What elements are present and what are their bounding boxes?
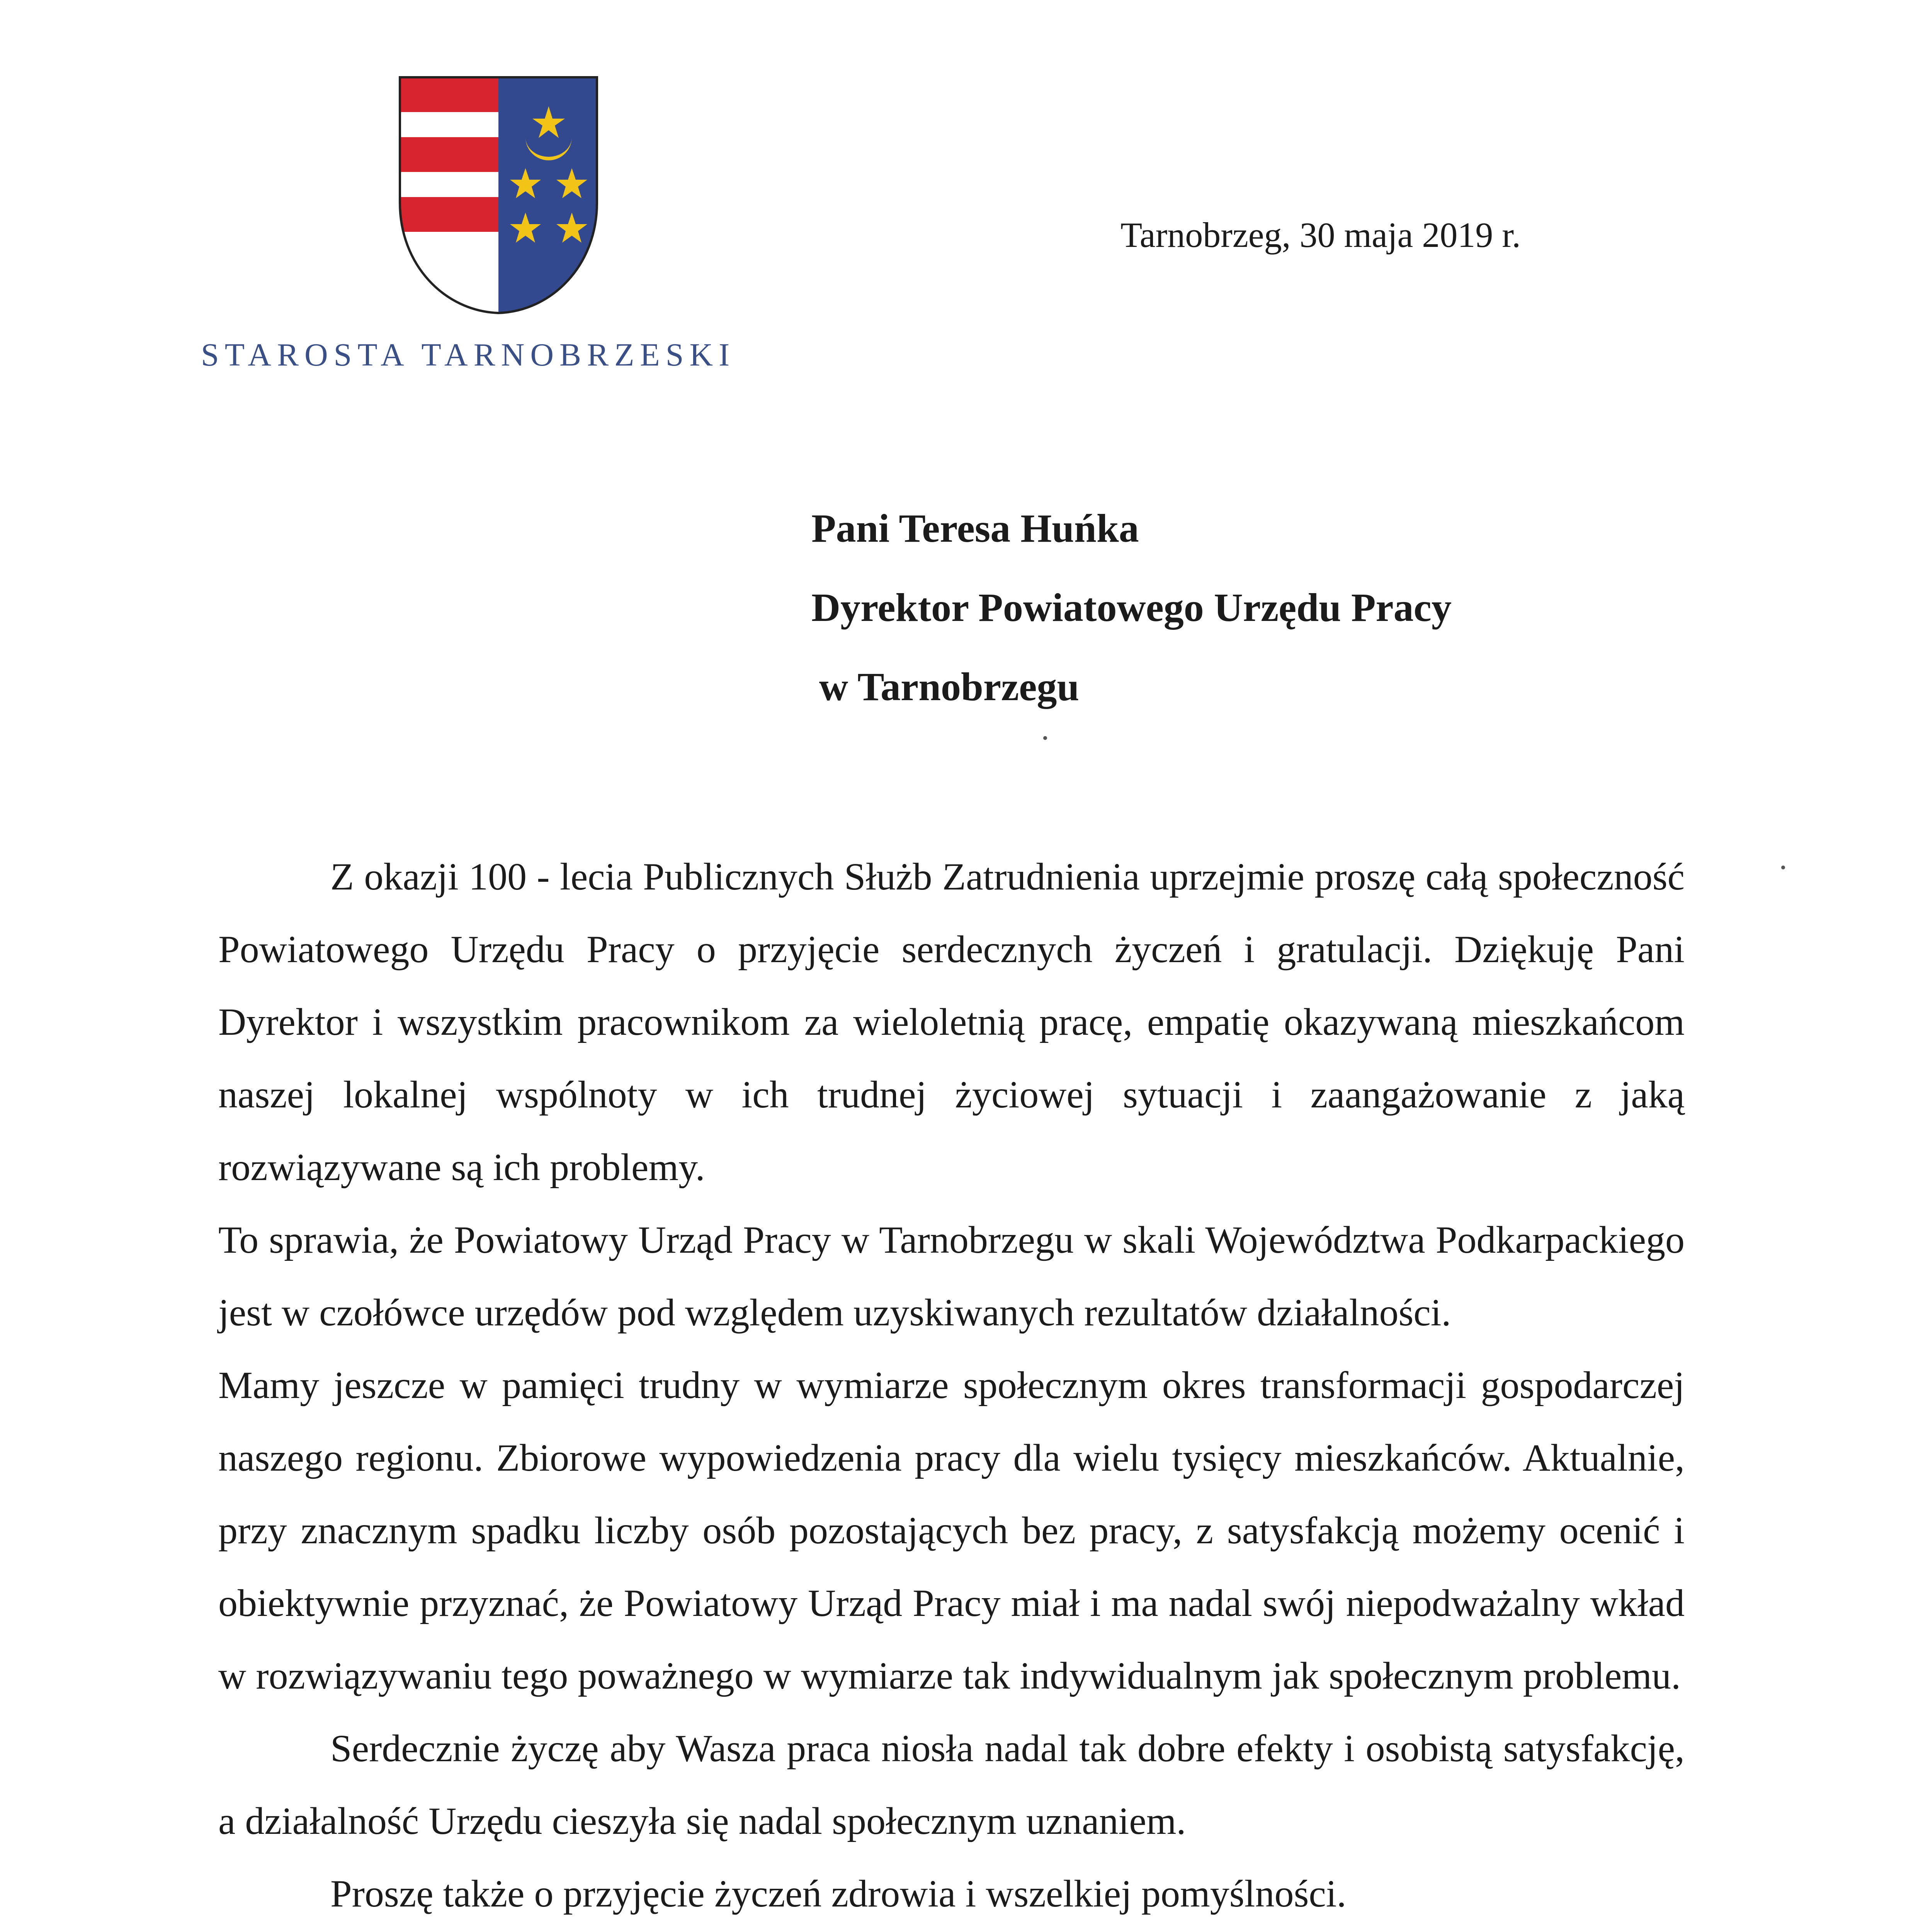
paragraph-2: To sprawia, że Powiatowy Urząd Pracy w Tarnobrzegu w skali Województwa Podkarpackiego jest w czołówce urzędów pod względem uzyskiwanych rezultatów działalności. (218, 1218, 1685, 1334)
letter-date: Tarnobrzeg, 30 maja 2019 r. (1120, 215, 1521, 255)
paragraph-5: Proszę także o przyjęcie życzeń zdrowia i wszelkiej pomyślności. (330, 1872, 1347, 1915)
paragraph-3: Mamy jeszcze w pamięci trudny w wymiarze społecznym okres transformacji gospodarczej naszego regionu. Zbiorowe wypowiedzenia pracy dla wielu tysięcy mieszkańców. Aktualnie, przy znacznym spadku liczby osób pozostających bez pracy, z satysfakcją możemy ocenić i obiektywnie przyznać, że Powiatowy Urząd Pracy miał i ma nadal swój niepodważalny wkład w rozwiązywaniu tego poważnego w wymiarze tak indywidualnym jak społecznym problemu. (218, 1364, 1685, 1697)
letter-body (218, 840, 1685, 1930)
addressee-name: Pani Teresa Huńka (811, 506, 1139, 551)
addressee-location: w Tarnobrzegu (819, 665, 1080, 709)
paragraph-4: Serdecznie życzę aby Wasza praca niosła nadal tak dobre efekty i osobistą satysfakcję, a działalność Urzędu cieszyła się nadal społecznym uznaniem. (218, 1727, 1685, 1842)
scan-speck (1781, 866, 1785, 869)
issuer-name: STAROSTA TARNOBRZESKI (201, 337, 736, 373)
coat-of-arms-icon (398, 75, 599, 315)
addressee-block (811, 489, 1452, 726)
addressee-position: Dyrektor Powiatowego Urzędu Pracy (811, 585, 1452, 630)
scan-speck (1043, 736, 1047, 740)
paragraph-1: Z okazji 100 - lecia Publicznych Służb Zatrudnienia uprzejmie proszę całą społeczność Powiatowego Urzędu Pracy o przyjęcie serdecznych życzeń i gratulacji. Dziękuję Pani Dyrektor i wszystkim pracownikom za wieloletnią pracę, empatię okazywaną mieszkańcom naszej lokalnej wspólnoty w ich trudnej życiowej sytuacji i zaangażowanie z jaką rozwiązywane są ich problemy. (218, 855, 1685, 1189)
